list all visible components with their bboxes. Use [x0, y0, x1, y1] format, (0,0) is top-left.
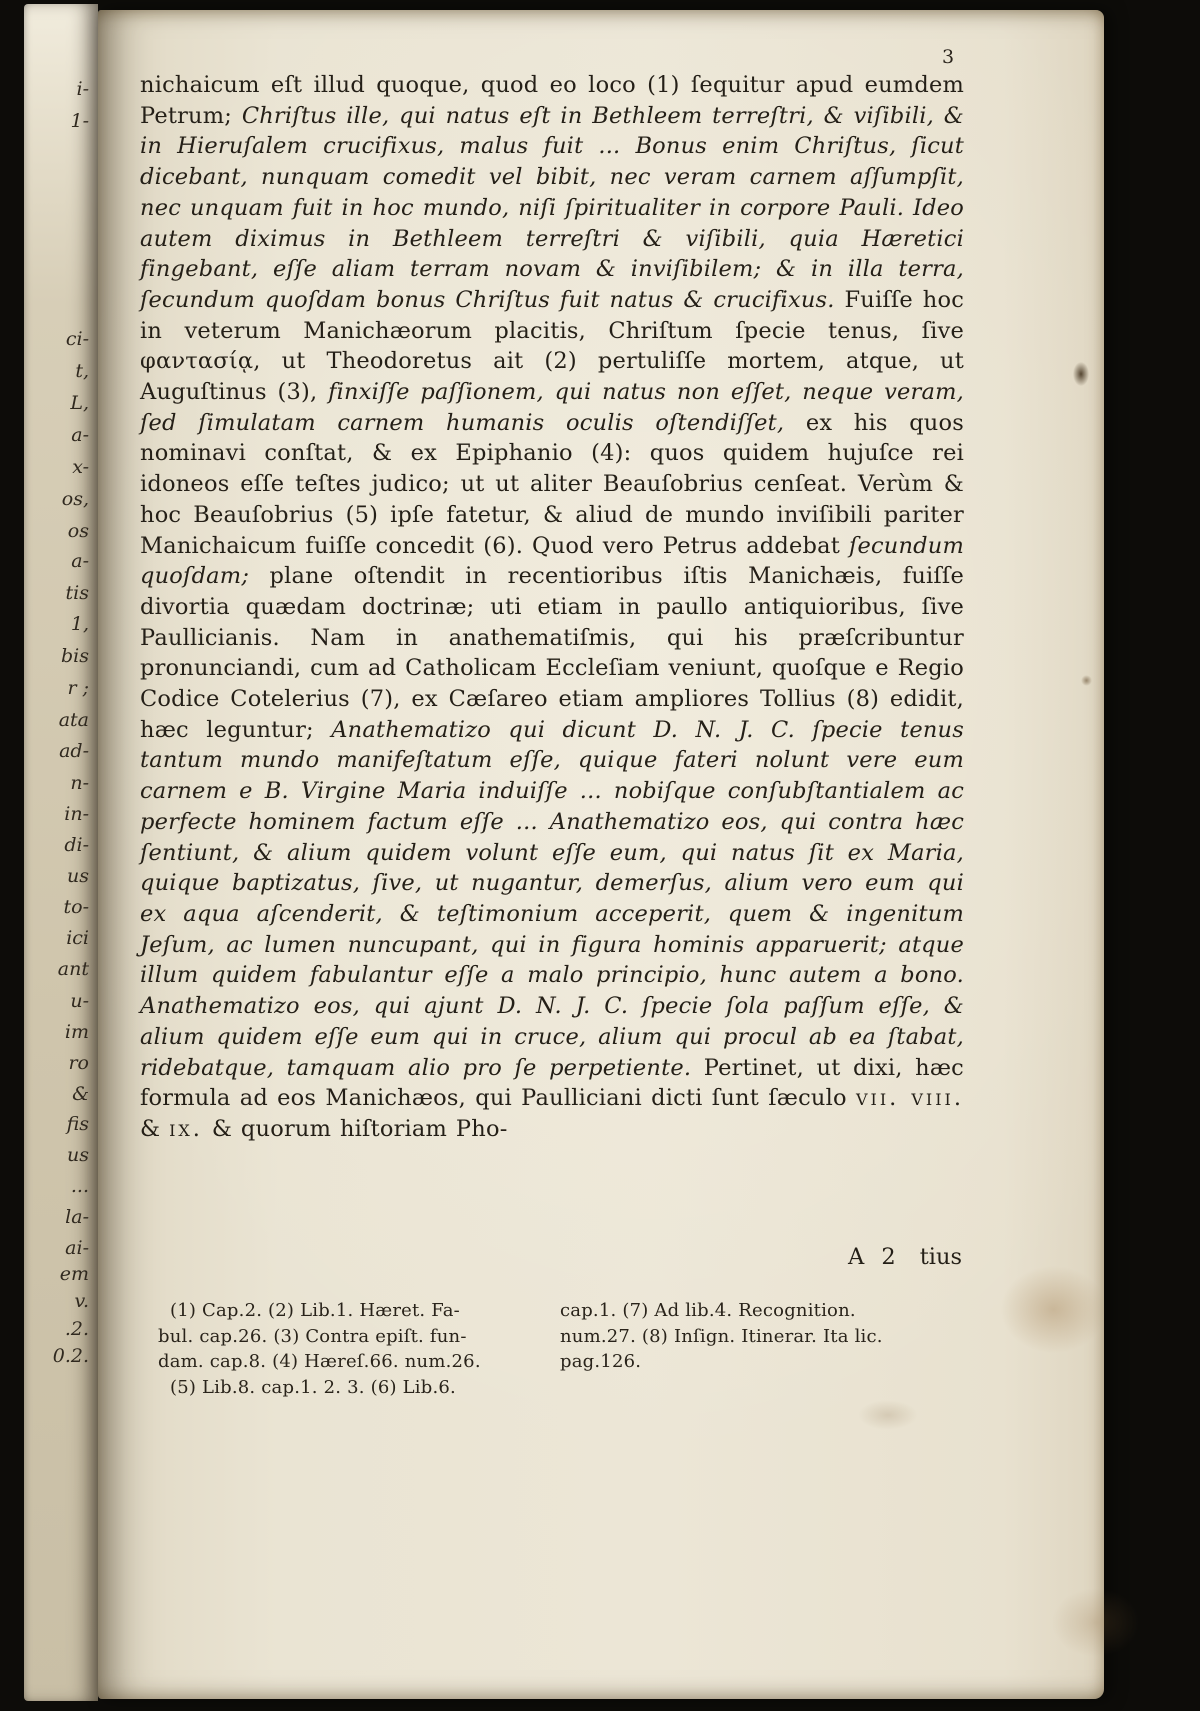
text-segment-roman: & quorum hiſtoriam Pho-: [202, 1115, 508, 1142]
gutter-fragment: to-: [63, 896, 89, 918]
text-segment-sc: vii. viii.: [855, 1085, 965, 1112]
catchword: tius: [919, 1244, 962, 1270]
footnote-column-left: [158, 1298, 560, 1400]
gutter-fragment: r ;: [67, 677, 89, 699]
footnote-line: (1) Cap.2. (2) Lib.1. Hæret. Fa-: [170, 1300, 460, 1321]
gutter-fragment: x-: [72, 456, 89, 478]
footnote-line: (5) Lib.8. cap.1. 2. 3. (6) Lib.6.: [170, 1376, 456, 1398]
text-segment-italic: Chriſtus ille, qui natus eſt in Bethleem terreſtri, & viſibili, & in Hieruſalem crucifixus, malus fuit ... Bonus enim Chriſtus, ſicut dicebant, nunquam comedit vel bibit, nec veram carnem aſſumpſit, nec unquam fuit in hoc mundo, niſi ſpiritualiter in corpore Pauli. Ideo autem diximus in Bethleem terreſtri & viſibili, quia Hæretici fingebant, eſſe aliam terram novam & inviſibilem; & in illa terra, ſecundum quoſdam bonus Chriſtus fuit natus & crucifixus.: [140, 102, 964, 313]
gutter-fragment: ad-: [59, 740, 89, 762]
footnotes: [158, 1298, 998, 1400]
body-paragraph: [140, 70, 964, 1145]
gutter-fragments: [24, 0, 94, 1711]
gutter-fragment: ant: [57, 958, 89, 980]
gutter-fragment: .2.: [64, 1318, 89, 1340]
text-segment-sc: ix.: [169, 1115, 203, 1142]
gutter-fragment: bis: [61, 645, 89, 667]
body-text-block: [140, 70, 964, 1145]
gutter-fragment: us: [67, 865, 89, 887]
footnote-line: pag.126.: [560, 1351, 642, 1372]
page-stain: [858, 1400, 918, 1430]
footnote-line: cap.1. (7) Ad lib.4. Recognition.: [560, 1300, 856, 1321]
gutter-fragment: v.: [74, 1290, 89, 1312]
page-number: 3: [942, 46, 955, 68]
gutter-fragment: n-: [70, 772, 89, 794]
text-segment-italic: finxiſſe paſſionem, qui natus non eſſet, neque veram, ſed ſimulatam carnem humanis oculis oſtendiſſet,: [140, 379, 964, 436]
footnote-line: bul. cap.26. (3) Contra epiſt. fun-: [158, 1325, 467, 1347]
footnote-line: dam. cap.8. (4) Hæreſ.66. num.26.: [158, 1351, 481, 1372]
gutter-fragment: 1-: [70, 110, 89, 132]
gutter-fragment: us: [67, 1144, 89, 1166]
page-stain: [996, 1262, 1111, 1357]
gutter-fragment: ro: [68, 1052, 89, 1074]
page-stain: [1081, 675, 1092, 686]
signature-mark: A 2: [848, 1244, 901, 1270]
gutter-fragment: fis: [66, 1113, 89, 1135]
text-segment-roman: ex his quos nominavi conſtat, & ex Epiphanio (4): quos quidem hujuſce rei idoneos eſſe teſtes judico; ut ut aliter Beauſobrius cenſeat. Verùm & hoc Beauſobrius (5) ipſe fatetur, & aliud de mundo inviſibili pariter Manichaicum fuiſſe concedit (6). Quod vero Petrus addebat: [140, 409, 964, 559]
gutter-fragment: la-: [65, 1206, 89, 1228]
text-segment-roman: Pertinet, ut dixi, hæc formula ad eos Manichæos, qui Paulliciani dicti ſunt ſæculo: [140, 1054, 964, 1112]
gutter-fragment: 0.2.: [52, 1345, 89, 1367]
text-segment-roman: Fuiſſe hoc in veterum Manichæorum placitis, Chriſtum ſpecie tenus, ſive φαντασίᾳ, ut Theodoretus ait (2) pertuliſſe mortem, atque, ut Auguſtinus (3),: [140, 286, 965, 406]
gutter-fragment: u-: [70, 990, 89, 1012]
gutter-fragment: &: [72, 1083, 89, 1105]
gutter-fragment: em: [59, 1263, 89, 1285]
gutter-fragment: in-: [64, 803, 89, 825]
gutter-fragment: ...: [70, 1175, 89, 1197]
gutter-fragment: ici: [66, 927, 89, 949]
gutter-fragment: os: [67, 520, 89, 542]
text-segment-roman: nichaicum eſt illud quoque, quod eo loco (1) ſequitur apud eumdem Petrum;: [140, 72, 964, 129]
page-stain: [1073, 362, 1089, 386]
gutter-fragment: di-: [64, 834, 89, 856]
page-stain: [1048, 1585, 1143, 1660]
gutter-fragment: L,: [70, 392, 89, 414]
book-page: [98, 10, 1104, 1699]
gutter-fragment: i-: [76, 78, 89, 100]
gutter-fragment: t,: [75, 360, 89, 382]
gutter-fragment: ai-: [65, 1237, 89, 1259]
gutter-fragment: a-: [71, 424, 89, 446]
footnote-line: num.27. (8) Inſign. Itinerar. Ita lic.: [560, 1325, 883, 1347]
text-segment-roman: &: [140, 1115, 170, 1142]
gutter-fragment: tis: [65, 582, 89, 604]
text-segment-roman: plane oſtendit in recentioribus iſtis Manichæis, fuiſſe divortia quædam doctrinæ; uti etiam in paullo antiquioribus, ſive Paullicianis. Nam in anathematiſmis, qui his præſcribuntur pronunciandi, cum ad Catholicam Eccleſiam veniunt, quoſque e Regio Codice Cotelerius (7), ex Cæſareo etiam ampliores Tollius (8) edidit, hæc leguntur;: [140, 563, 964, 743]
gutter-fragment: a-: [71, 550, 89, 572]
footnote-column-right: [560, 1298, 998, 1400]
gutter-fragment: im: [64, 1021, 89, 1043]
gutter-fragment: os,: [61, 488, 89, 510]
text-segment-italic: Anathematizo qui dicunt D. N. J. C. ſpecie tenus tantum mundo manifeſtatum eſſe, quique fateri nolunt vere eum carnem e B. Virgine Maria induiſſe ... nobiſque conſubſtantialem ac perfecte hominem factum eſſe ... Anathematizo eos, qui contra hæc ſentiunt, & alium quidem volunt eſſe eum, qui natus ſit ex Maria, quique baptizatus, ſive, ut nugantur, demerſus, alium vero eum qui ex aqua aſcenderit, & teſtimonium acceperit, quem & ingenitum Jeſum, ac lumen nuncupant, qui in figura hominis apparuerit; atque illum quidem fabulantur eſſe a malo principio, hunc autem a bono. Anathematizo eos, qui ajunt D. N. J. C. ſpecie ſola paſſum eſſe, & alium quidem eſſe eum qui in cruce, alium qui procul ab ea ſtabat, ridebatque, tamquam alio pro ſe perpetiente.: [140, 716, 964, 1081]
text-segment-italic: ſecundum quoſdam;: [140, 532, 964, 590]
gutter-fragment: ata: [58, 709, 89, 731]
gutter-fragment: 1,: [70, 613, 89, 635]
signature-line: [140, 1244, 964, 1276]
gutter-fragment: ci-: [65, 328, 89, 350]
